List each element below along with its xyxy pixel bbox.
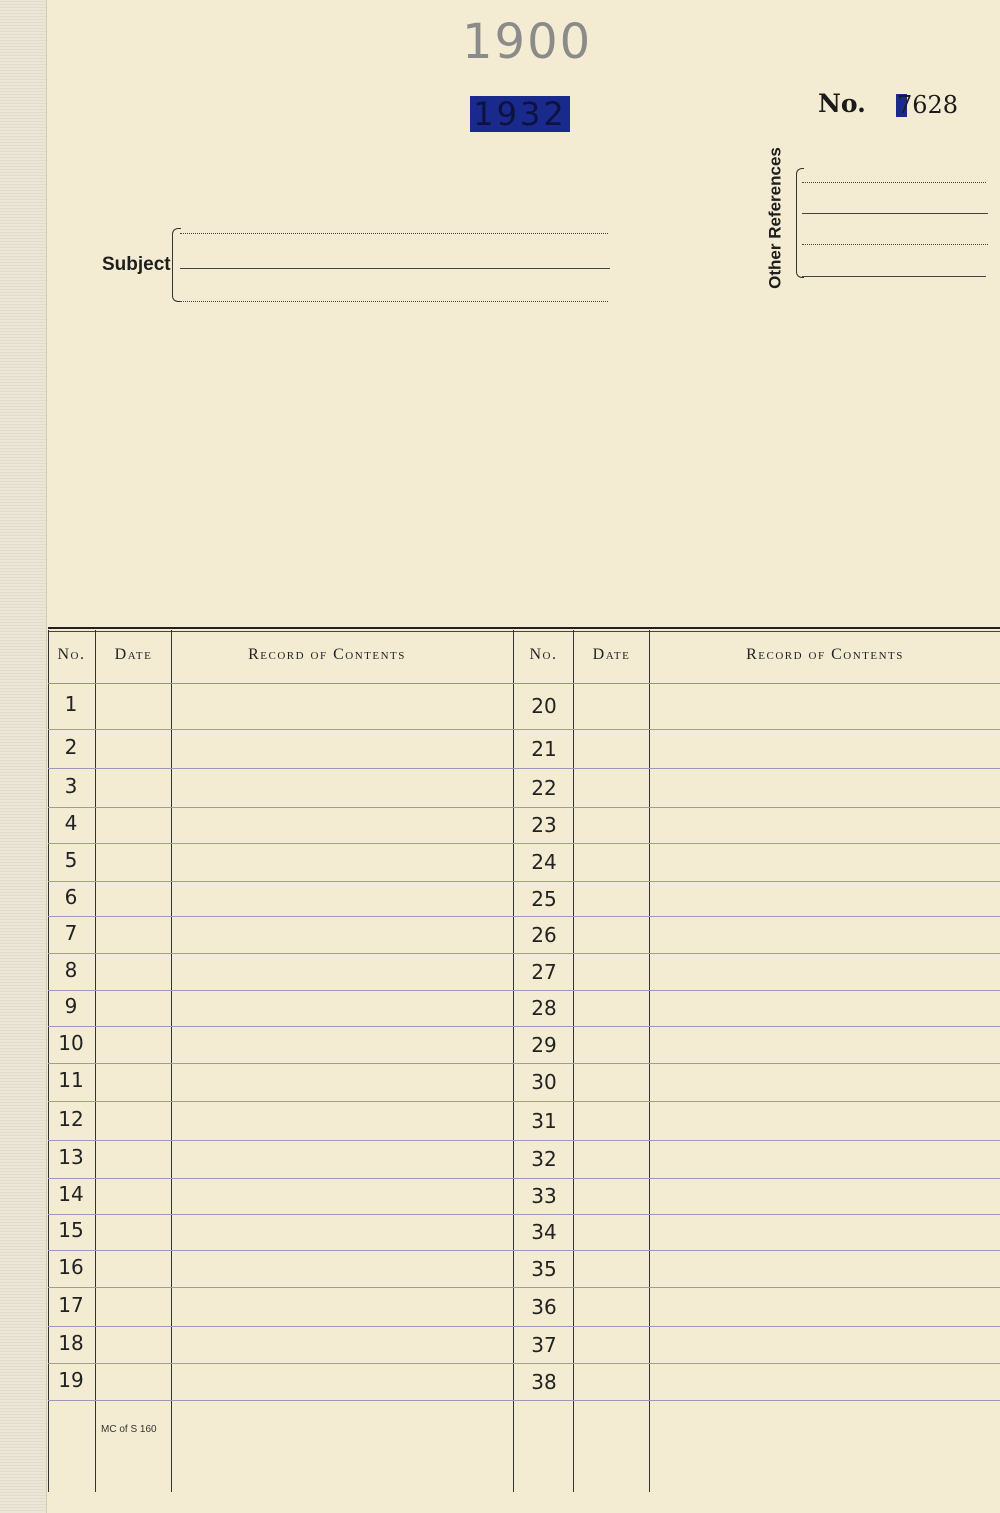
row-number-left: 12 bbox=[58, 1106, 84, 1131]
row-number-right: 38 bbox=[531, 1369, 557, 1394]
binding-spine bbox=[0, 0, 47, 1513]
column-header-no-left: No. bbox=[57, 646, 86, 663]
row-number-right: 29 bbox=[531, 1032, 557, 1057]
other-reference-line-1[interactable] bbox=[802, 182, 986, 183]
row-number-left: 10 bbox=[58, 1030, 84, 1055]
year-stamp-overprint: 1932 bbox=[470, 96, 570, 132]
subject-line-3[interactable] bbox=[180, 301, 608, 302]
row-number-left: 19 bbox=[58, 1367, 84, 1392]
column-header-contents-right: Record of Contents bbox=[746, 646, 904, 663]
row-number-right: 24 bbox=[531, 850, 557, 874]
other-reference-line-4[interactable] bbox=[802, 276, 986, 277]
row-number-left: 18 bbox=[58, 1330, 84, 1355]
row-number-right: 26 bbox=[531, 922, 557, 947]
file-number-value: 7628 bbox=[897, 91, 959, 119]
row-number-left: 14 bbox=[58, 1182, 84, 1206]
row-number-left: 1 bbox=[64, 692, 78, 716]
row-number-right: 23 bbox=[531, 813, 557, 837]
row-number-left: 4 bbox=[64, 811, 78, 835]
row-number-left: 7 bbox=[64, 920, 78, 945]
row-number-right: 30 bbox=[531, 1070, 557, 1094]
row-number-right: 21 bbox=[531, 736, 557, 761]
row-number-right: 34 bbox=[531, 1220, 557, 1244]
row-number-right: 35 bbox=[531, 1256, 557, 1281]
subject-line-1[interactable] bbox=[180, 233, 608, 234]
other-references-brace bbox=[796, 168, 804, 278]
row-number-left: 2 bbox=[64, 734, 78, 759]
column-header-no-right: No. bbox=[529, 646, 558, 663]
column-header-date-right: Date bbox=[592, 646, 631, 663]
row-number-left: 5 bbox=[64, 848, 78, 872]
other-references-label: Other References bbox=[765, 146, 785, 289]
row-number-right: 25 bbox=[531, 886, 557, 911]
subject-brace bbox=[172, 228, 181, 302]
row-number-left: 17 bbox=[58, 1292, 84, 1317]
row-number-right: 27 bbox=[531, 959, 557, 984]
row-number-left: 15 bbox=[58, 1218, 84, 1242]
table-top-rule-secondary bbox=[48, 631, 1000, 632]
row-number-left: 11 bbox=[58, 1068, 84, 1092]
subject-line-2[interactable] bbox=[180, 268, 610, 269]
row-number-left: 13 bbox=[58, 1145, 84, 1169]
row-number-right: 28 bbox=[531, 996, 557, 1020]
row-number-left: 3 bbox=[64, 773, 78, 798]
row-number-right: 37 bbox=[531, 1332, 557, 1357]
row-number-left: 9 bbox=[64, 994, 78, 1018]
row-number-right: 20 bbox=[531, 694, 557, 718]
other-reference-line-2[interactable] bbox=[802, 213, 988, 214]
column-header-date-left: Date bbox=[114, 646, 153, 663]
row-number-right: 33 bbox=[531, 1184, 557, 1208]
row-number-right: 31 bbox=[531, 1108, 557, 1133]
row-rule bbox=[48, 1400, 1000, 1401]
subject-label: Subject bbox=[102, 254, 171, 275]
row-number-left: 8 bbox=[64, 957, 78, 982]
row-number-right: 22 bbox=[531, 775, 557, 800]
row-number-right: 36 bbox=[531, 1294, 557, 1319]
year-stamp-original: 1900 bbox=[462, 14, 593, 70]
column-header-contents-left: Record of Contents bbox=[248, 646, 406, 663]
row-number-left: 16 bbox=[58, 1254, 84, 1279]
row-number-right: 32 bbox=[531, 1147, 557, 1171]
other-reference-line-3[interactable] bbox=[802, 244, 988, 245]
row-number-left: 6 bbox=[64, 884, 78, 909]
form-code: MC of S 160 bbox=[101, 1424, 157, 1435]
table-top-rule bbox=[48, 627, 1000, 629]
file-number-label: No. bbox=[818, 89, 866, 118]
